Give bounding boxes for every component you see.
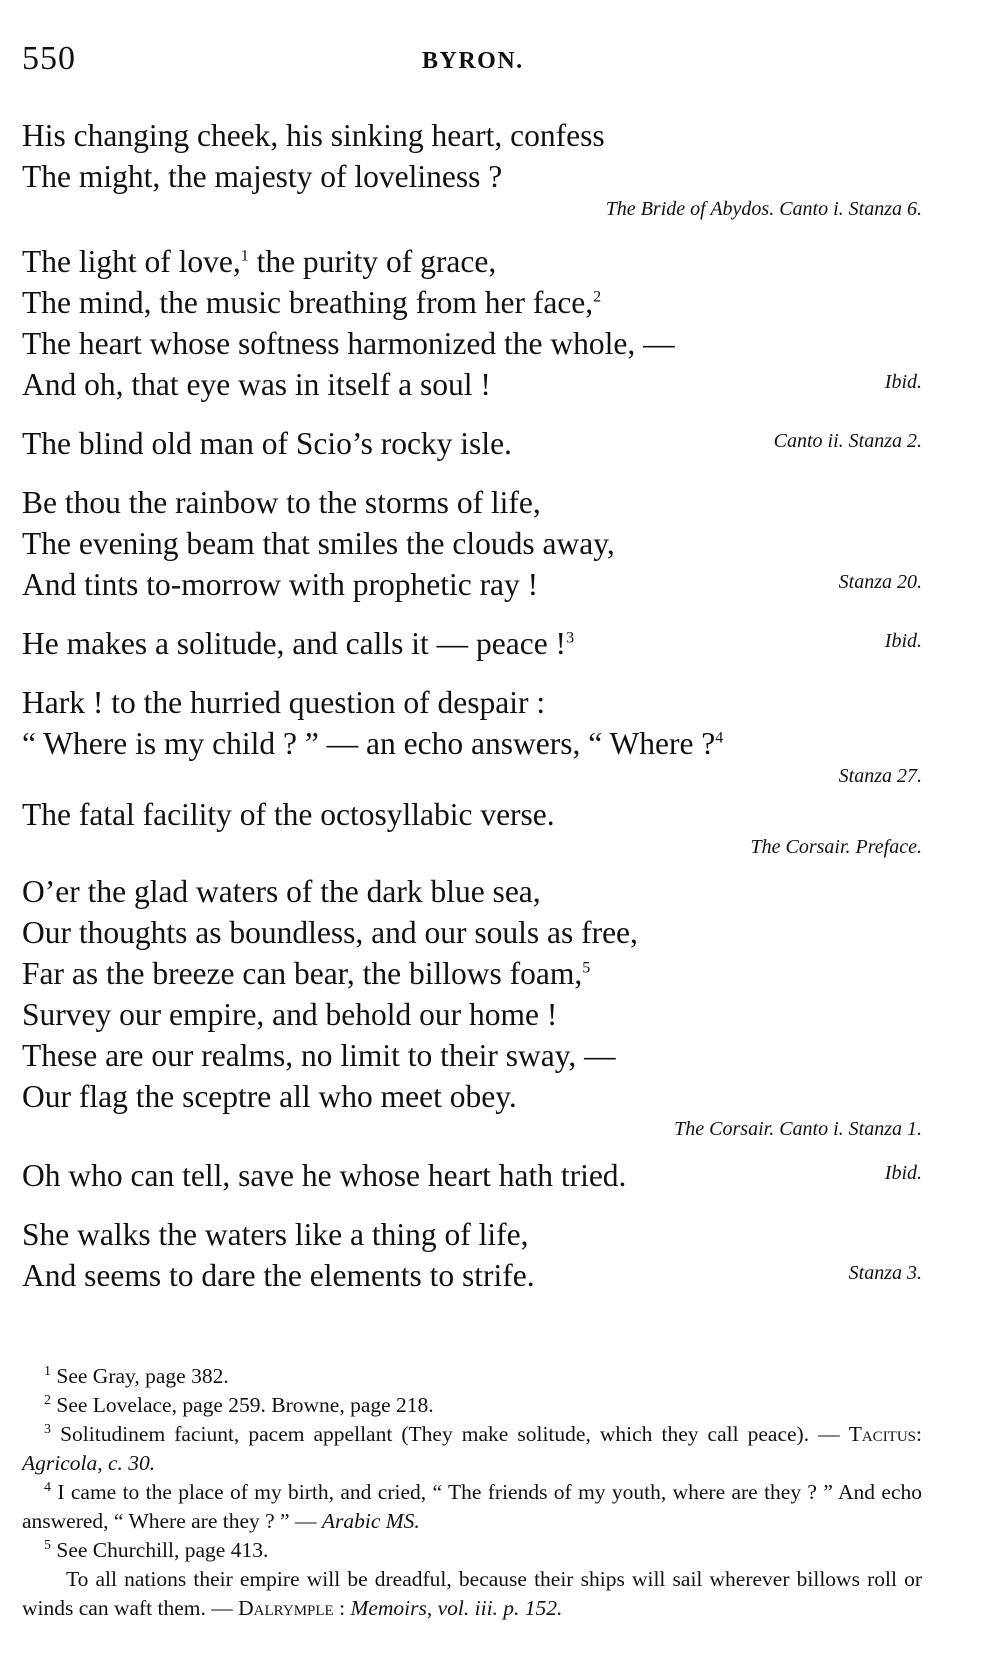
verse-line: She walks the waters like a thing of life, xyxy=(22,1217,529,1252)
verse-line: Oh who can tell, save he whose heart hath tried. Ibid. xyxy=(22,1155,922,1196)
verse-line: And seems to dare the elements to strife. Stanza 3. xyxy=(22,1255,922,1296)
verse-line: His changing cheek, his sinking heart, confess xyxy=(22,118,605,153)
quote-block xyxy=(22,871,922,1143)
quote-block xyxy=(22,623,922,664)
citation: Ibid. xyxy=(884,1162,922,1184)
page-number: 550 xyxy=(22,40,76,77)
footnote: $^1$ See Gray, page 382. xyxy=(44,1363,229,1388)
footnote: $^3$ Solitudinem faciunt, pacem appellant (They make solitude, which they call peace). — Tacitus: Agricola, c. 30. xyxy=(22,1421,923,1475)
quote-block xyxy=(22,115,922,223)
verse-line: The fatal facility of the octosyllabic verse. xyxy=(22,797,555,832)
footnote-ref: 3 xyxy=(566,629,575,647)
verse-line: Be thou the rainbow to the storms of life, xyxy=(22,485,541,520)
quote-block xyxy=(22,241,922,405)
verse-line: The heart whose softness harmonized the whole, — xyxy=(22,326,675,361)
footnote-note: To all nations their empire will be dreadful, because their ships will sail wherever billows roll or winds can waft them. — Dalrymple : Memoirs, vol. iii. p. 152. xyxy=(22,1567,922,1620)
verse-line: “ Where is my child ? ” — an echo answers, “ Where ?$^4$ xyxy=(22,726,724,761)
quote-block xyxy=(22,682,922,790)
verse-line: The evening beam that smiles the clouds away, xyxy=(22,526,615,561)
verse-line: Survey our empire, and behold our home ! xyxy=(22,997,558,1032)
verse-line: And tints to-morrow with prophetic ray ! Stanza 20. xyxy=(22,564,922,605)
verse-line: Our thoughts as boundless, and our souls as free, xyxy=(22,915,638,950)
running-title: BYRON. xyxy=(422,48,524,74)
footnote-ref: 2 xyxy=(593,288,602,306)
verse-line: Our flag the sceptre all who meet obey. xyxy=(22,1079,517,1114)
footnote-ref: 5 xyxy=(582,959,591,977)
footnote: $^4$ I came to the place of my birth, and cried, “ The friends of my youth, where are they ? ” And echo answered, “ Where are they ? ” — Arabic MS. xyxy=(22,1479,922,1533)
verse-line: The might, the majesty of loveliness ? xyxy=(22,159,503,194)
quote-block xyxy=(22,794,922,861)
verse-line: The mind, the music breathing from her face,$^2$ xyxy=(22,285,602,320)
citation: Stanza 20. xyxy=(838,571,922,593)
quote-block xyxy=(22,1155,922,1196)
verse-line: The light of love,$^1$ the purity of grace, xyxy=(22,244,497,279)
citation: Stanza 3. xyxy=(848,1262,922,1284)
verse-line: Far as the breeze can bear, the billows foam,$^5$ xyxy=(22,956,591,991)
verse-line: And oh, that eye was in itself a soul ! Ibid. xyxy=(22,364,922,405)
footnote: $^5$ See Churchill, page 413. xyxy=(44,1537,269,1562)
verse-line: He makes a solitude, and calls it — peace !$^3$ Ibid. xyxy=(22,623,922,664)
citation: The Corsair. Canto i. Stanza 1. xyxy=(674,1118,922,1140)
footnote-ref: 4 xyxy=(715,729,724,747)
footnote-ref: 1 xyxy=(240,247,249,265)
footnote: $^2$ See Lovelace, page 259. Browne, page 218. xyxy=(44,1392,434,1417)
quote-block xyxy=(22,1214,922,1296)
citation: The Bride of Abydos. Canto i. Stanza 6. xyxy=(605,198,922,220)
quotation-list xyxy=(22,115,922,1314)
quote-block xyxy=(22,423,922,464)
footnotes xyxy=(22,1362,922,1623)
citation: Canto ii. Stanza 2. xyxy=(773,430,922,452)
verse-line: O’er the glad waters of the dark blue sea, xyxy=(22,874,541,909)
citation: Ibid. xyxy=(884,371,922,393)
page-header xyxy=(22,40,930,80)
citation: Stanza 27. xyxy=(838,765,922,787)
citation: The Corsair. Preface. xyxy=(750,836,922,858)
verse-line: These are our realms, no limit to their sway, — xyxy=(22,1038,616,1073)
verse-line: The blind old man of Scio’s rocky isle. Canto ii. Stanza 2. xyxy=(22,423,922,464)
verse-line: Hark ! to the hurried question of despair : xyxy=(22,685,546,720)
citation: Ibid. xyxy=(884,630,922,652)
quote-block xyxy=(22,482,922,605)
